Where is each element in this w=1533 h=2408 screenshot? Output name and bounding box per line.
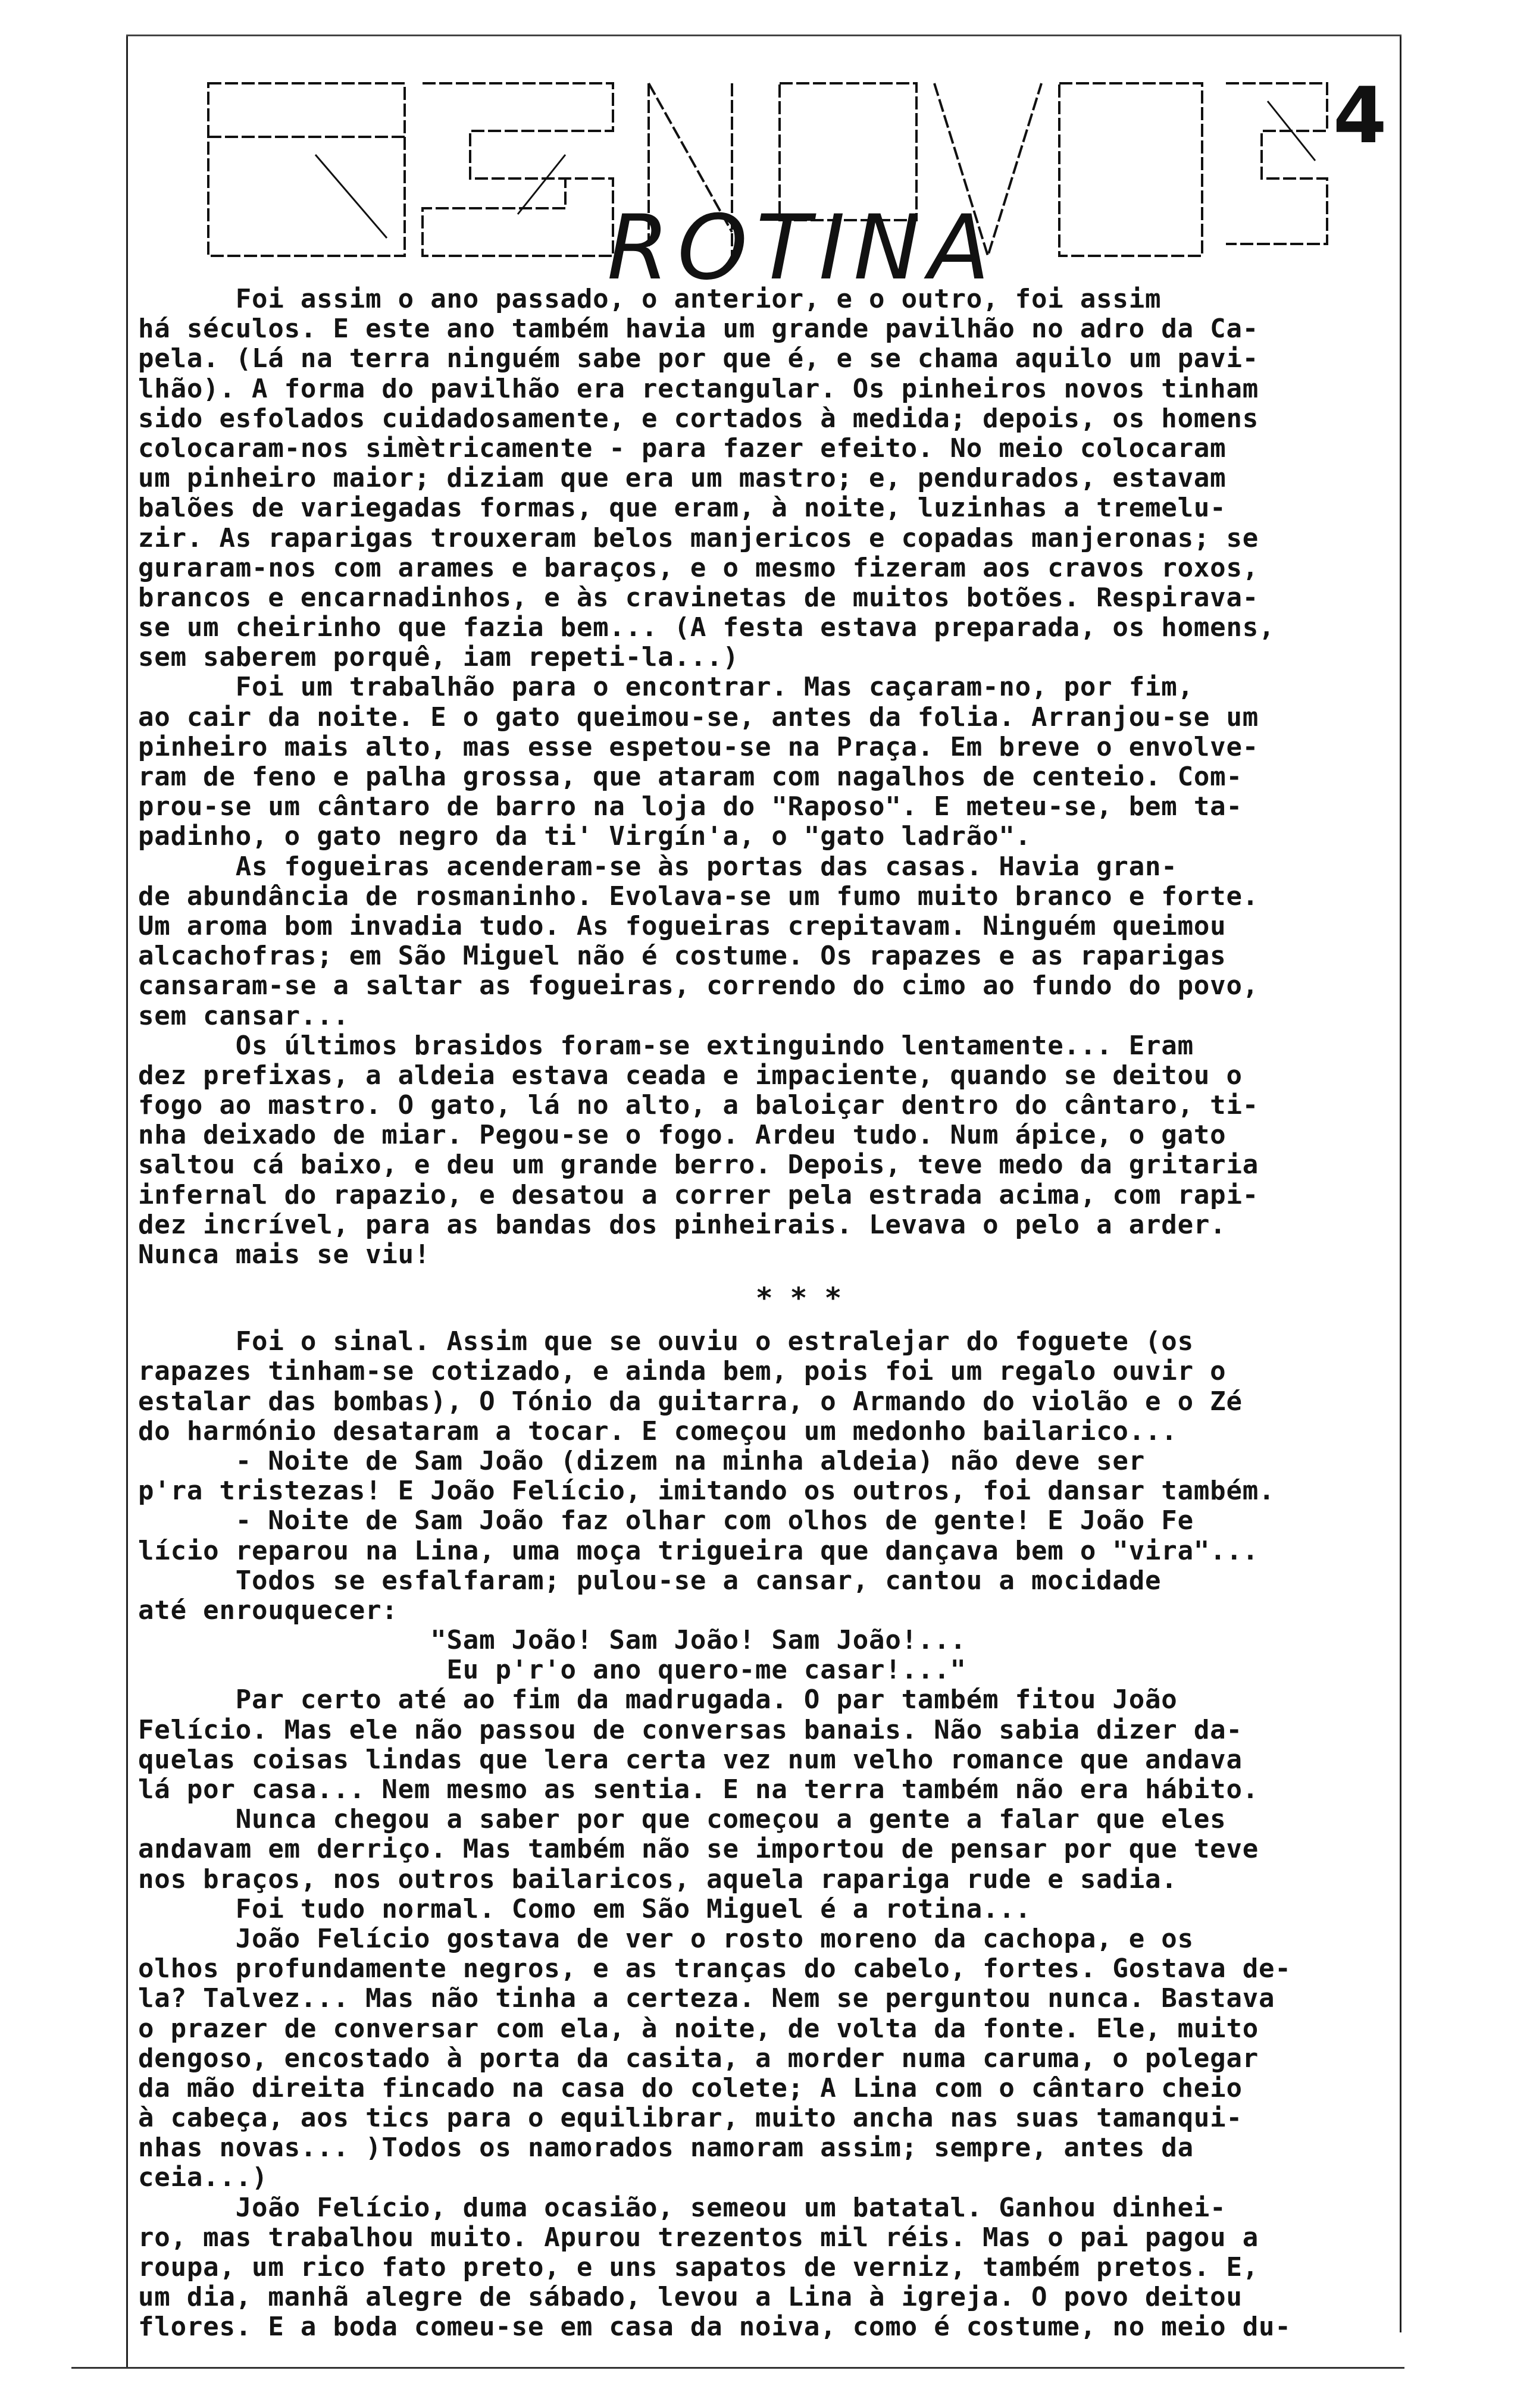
text-line: zir. As raparigas trouxeram belos manjericos e copadas manjeronas; se — [138, 522, 1259, 553]
text-line: As fogueiras acenderam-se às portas das casas. Havia gran- — [138, 851, 1178, 882]
text-line: à cabeça, aos tics para o equilibrar, muito ancha nas suas tamanqui- — [138, 2103, 1243, 2134]
text-line: alcachofras; em São Miguel não é costume. Os rapazes e as raparigas — [138, 941, 1227, 972]
bottom-border-line — [71, 2367, 1404, 2369]
text-line: Eu p'r'o ano quero-me casar!..." — [138, 1655, 966, 1686]
story-part-1 — [138, 284, 1388, 1270]
story-text — [138, 284, 1388, 2343]
text-line: se um cheirinho que fazia bem... (A festa estava preparada, os homens, — [138, 612, 1275, 643]
text-line: da mão direita fincado na casa do colete; A Lina com o cântaro cheio — [138, 2072, 1243, 2103]
text-line: de abundância de rosmaninho. Evolava-se um fumo muito branco e forte. — [138, 881, 1259, 912]
text-line: Foi um trabalhão para o encontrar. Mas caçaram-no, por fim, — [138, 672, 1194, 703]
text-line: brancos e encarnadinhos, e às cravinetas de muitos botões. Respirava- — [138, 582, 1259, 613]
text-line: Foi o sinal. Assim que se ouviu o estralejar do foguete (os — [138, 1326, 1194, 1357]
text-line: cansaram-se a saltar as fogueiras, correndo do cimo ao fundo do povo, — [138, 970, 1259, 1001]
top-border-line — [126, 35, 1401, 36]
text-line: Foi tudo normal. Como em São Miguel é a rotina... — [138, 1893, 1031, 1924]
text-line: olhos profundamente negros, e as tranças do cabelo, fortes. Gostava de- — [138, 1953, 1291, 1984]
text-line: sem saberem porquê, iam repeti-la...) — [138, 642, 739, 673]
text-line: Par certo até ao fim da madrugada. O par também fitou João — [138, 1684, 1178, 1715]
text-line: Nunca mais se viu! — [138, 1239, 431, 1270]
text-line: flores. E a boda comeu-se em casa da noiva, como é costume, no meio du- — [138, 2312, 1291, 2343]
text-line: nha deixado de miar. Pegou-se o fogo. Ardeu tudo. Num ápice, o gato — [138, 1120, 1227, 1151]
section-title: ROTINA — [607, 196, 998, 300]
story-part-2 — [138, 1327, 1388, 2342]
page-number: 4 — [1333, 70, 1387, 161]
text-line: ao cair da noite. E o gato queimou-se, antes da folia. Arranjou-se um — [138, 702, 1259, 732]
text-line: Nunca chegou a saber por que começou a gente a falar que eles — [138, 1804, 1227, 1835]
text-line: balões de variegadas formas, que eram, à noite, luzinhas a tremelu- — [138, 493, 1227, 524]
text-line: saltou cá baixo, e deu um grande berro. Depois, teve medo da gritaria — [138, 1150, 1259, 1180]
text-line: João Felício, duma ocasião, semeou um batatal. Ganhou dinhei- — [138, 2192, 1227, 2223]
text-line: - Noite de Sam João faz olhar com olhos de gente! E João Fe — [138, 1505, 1194, 1536]
text-line: lício reparou na Lina, uma moça trigueira que dançava bem o "vira"... — [138, 1535, 1259, 1566]
text-line: estalar das bombas), O Tónio da guitarra, o Armando do violão e o Zé — [138, 1386, 1243, 1417]
text-line: Foi assim o ano passado, o anterior, e o outro, foi assim — [138, 284, 1162, 314]
text-line: dez incrível, para as bandas dos pinheirais. Levava o pelo a arder. — [138, 1209, 1227, 1240]
text-line: "Sam João! Sam João! Sam João!... — [138, 1625, 966, 1656]
text-line: - Noite de Sam João (dizem na minha aldeia) não deve ser — [138, 1445, 1145, 1476]
text-line: sem cansar... — [138, 1000, 349, 1031]
text-line: dez prefixas, a aldeia estava ceada e impaciente, quando se deitou o — [138, 1060, 1243, 1091]
section-separator: * * * — [755, 1282, 842, 1316]
text-line: colocaram-nos simètricamente - para fazer efeito. No meio colocaram — [138, 433, 1227, 464]
text-line: até enrouquecer: — [138, 1595, 398, 1626]
text-line: lá por casa... Nem mesmo as sentia. E na terra também não era hábito. — [138, 1774, 1259, 1805]
text-line: João Felício gostava de ver o rosto moreno da cachopa, e os — [138, 1923, 1194, 1954]
text-line: quelas coisas lindas que lera certa vez num velho romance que andava — [138, 1744, 1243, 1775]
text-line: dengoso, encostado à porta da casita, a morder numa caruma, o polegar — [138, 2043, 1259, 2074]
text-line: padinho, o gato negro da ti' Virgín'a, o "gato ladrão". — [138, 821, 1031, 852]
text-line: ro, mas trabalhou muito. Apurou trezentos mil réis. Mas o pai pagou a — [138, 2222, 1259, 2253]
text-line: roupa, um rico fato preto, e uns sapatos de verniz, também pretos. E, — [138, 2252, 1259, 2282]
text-line: guraram-nos com arames e baraços, e o mesmo fizeram aos cravos roxos, — [138, 552, 1259, 583]
text-line: pinheiro mais alto, mas esse espetou-se na Praça. Em breve o envolve- — [138, 731, 1259, 762]
text-line: la? Talvez... Mas não tinha a certeza. Nem se perguntou nunca. Bastava — [138, 1983, 1275, 2014]
text-line: fogo ao mastro. O gato, lá no alto, a baloiçar dentro do cântaro, ti- — [138, 1090, 1259, 1121]
text-line: um pinheiro maior; diziam que era um mastro; e, pendurados, estavam — [138, 463, 1227, 494]
text-line: do harmónio desataram a tocar. E começou um medonho bailarico... — [138, 1416, 1178, 1446]
text-line: pela. (Lá na terra ninguém sabe por que é, e se chama aquilo um pavi- — [138, 343, 1259, 374]
text-line: sido esfolados cuidadosamente, e cortados à medida; depois, os homens — [138, 403, 1259, 434]
text-line: um dia, manhã alegre de sábado, levou a Lina à igreja. O povo deitou — [138, 2282, 1243, 2313]
text-line: lhão). A forma do pavilhão era rectangular. Os pinheiros novos tinham — [138, 373, 1259, 404]
text-line: andavam em derriço. Mas também não se importou de pensar por que teve — [138, 1834, 1259, 1865]
text-line: nhas novas... )Todos os namorados namoram assim; sempre, antes da — [138, 2133, 1194, 2163]
right-border-line — [1400, 36, 1401, 2332]
text-line: ceia...) — [138, 2162, 268, 2193]
text-line: Os últimos brasidos foram-se extinguindo lentamente... Eram — [138, 1030, 1194, 1061]
left-border-line — [126, 36, 128, 2368]
text-line: rapazes tinham-se cotizado, e ainda bem, pois foi um regalo ouvir o — [138, 1356, 1227, 1387]
text-line: ram de feno e palha grossa, que ataram com nagalhos de centeio. Com- — [138, 762, 1243, 792]
text-line: infernal do rapazio, e desatou a correr pela estrada acima, com rapi- — [138, 1179, 1259, 1210]
text-line: há séculos. E este ano também havia um grande pavilhão no adro da Ca- — [138, 314, 1259, 345]
text-line: Felício. Mas ele não passou de conversas banais. Não sabia dizer da- — [138, 1714, 1243, 1745]
text-line: o prazer de conversar com ela, à noite, de volta da fonte. Ele, muito — [138, 2013, 1259, 2044]
text-line: p'ra tristezas! E João Felício, imitando os outros, foi dansar também. — [138, 1476, 1275, 1507]
text-line: prou-se um cântaro de barro na loja do "Raposo". E meteu-se, bem ta- — [138, 791, 1243, 822]
text-line: nos braços, nos outros bailaricos, aquela rapariga rude e sadia. — [138, 1864, 1178, 1895]
text-line: Todos se esfalfaram; pulou-se a cansar, cantou a mocidade — [138, 1565, 1162, 1596]
text-line: Um aroma bom invadia tudo. As fogueiras crepitavam. Ninguém queimou — [138, 910, 1227, 941]
